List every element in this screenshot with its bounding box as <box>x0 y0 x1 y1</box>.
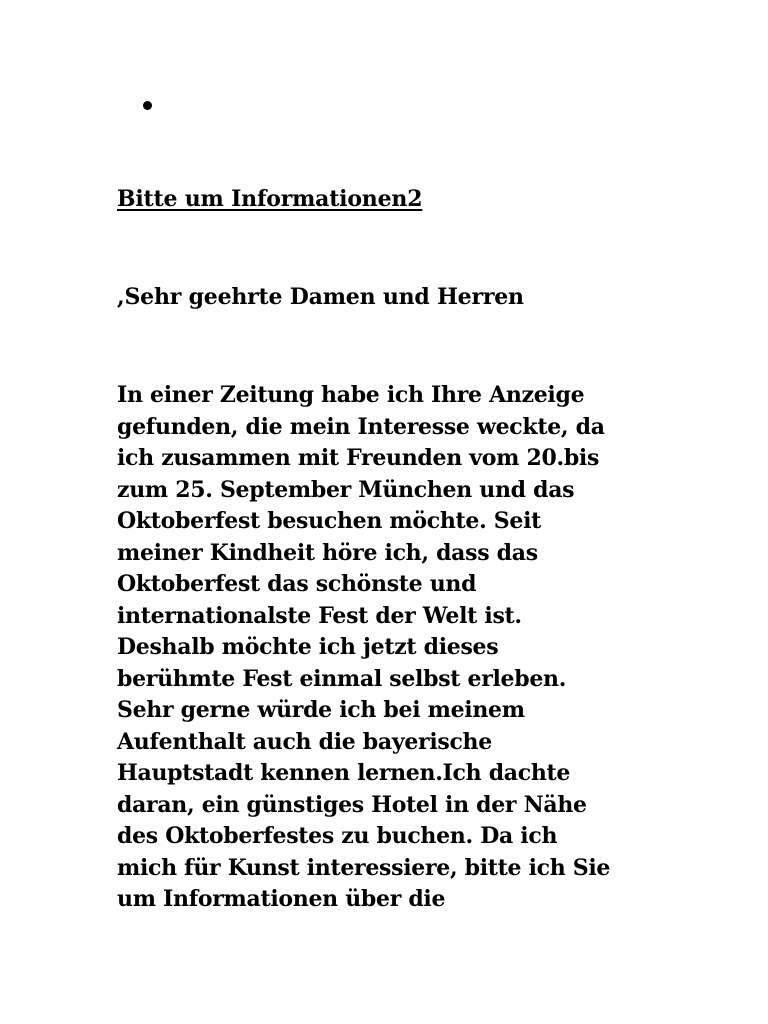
body-line: Sehr gerne würde ich bei meinem <box>117 697 525 723</box>
body-line: um Informationen über die <box>117 886 446 912</box>
body-line: mich für Kunst interessiere, bitte ich Sie <box>117 854 611 881</box>
body-line: Hauptstadt kennen lernen.Ich dachte <box>117 760 571 786</box>
body-line: berühmte Fest einmal selbst erleben. <box>117 665 567 692</box>
body-line: Oktoberfest das schönste und <box>117 571 477 597</box>
bullet-point <box>143 101 152 110</box>
body-line: des Oktoberfestes zu buchen. Da ich <box>117 823 558 849</box>
body-line: daran, ein günstiges Hotel in der Nähe <box>117 791 587 818</box>
body-line: Aufenthalt auch die bayerische <box>117 728 492 755</box>
body-line: ich zusammen mit Freunden vom 20.bis <box>117 445 600 471</box>
body-line: zum 25. September München und das <box>117 476 575 503</box>
body-line: gefunden, die mein Interesse weckte, da <box>117 413 605 440</box>
body-line: In einer Zeitung habe ich Ihre Anzeige <box>117 382 585 408</box>
body-line: meiner Kindheit höre ich, dass das <box>117 539 538 566</box>
body-line: Deshalb möchte ich jetzt dieses <box>117 634 499 660</box>
letter-body <box>117 380 657 916</box>
letter-salutation: ,Sehr geehrte Damen und Herren <box>117 284 524 310</box>
body-line: internationalste Fest der Welt ist. <box>117 602 522 629</box>
body-line: Oktoberfest besuchen möchte. Seit <box>117 508 542 534</box>
document-title: Bitte um Informationen2 <box>117 186 423 212</box>
